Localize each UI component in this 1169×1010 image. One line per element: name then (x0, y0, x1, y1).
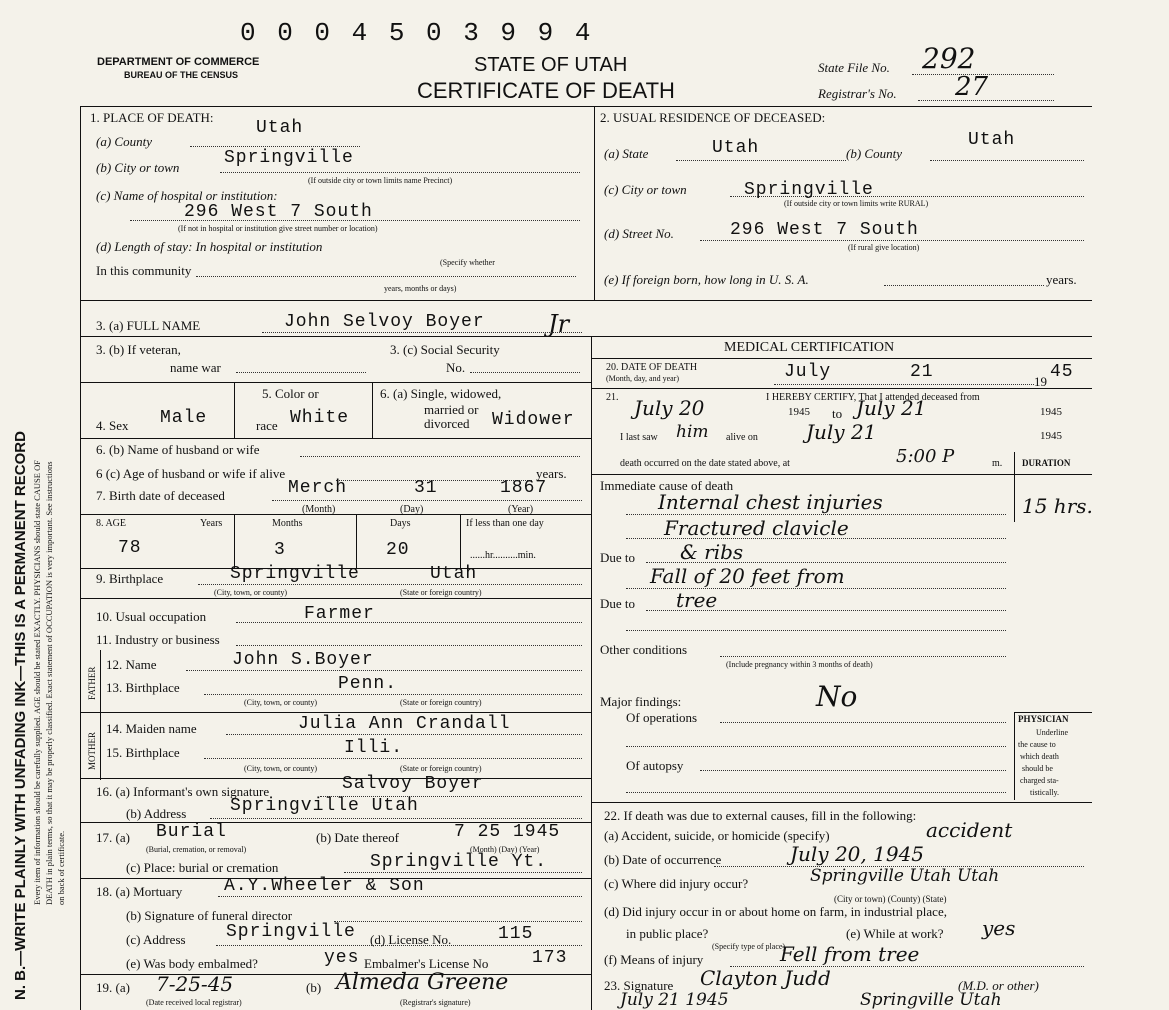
father-city-cap: (City, town, or county) (244, 698, 318, 707)
address-label: (b) Address (126, 806, 187, 821)
operations-label: Of operations (626, 710, 698, 725)
ext-b: July 20, 1945 (790, 842, 925, 866)
physician-head: PHYSICIAN (1018, 714, 1069, 724)
mortuary: A.Y.Wheeler & Son (224, 876, 425, 896)
res-city-label: (c) City or town (604, 182, 687, 197)
last-saw-mid: alive on (726, 432, 758, 443)
ext-d-label: (d) Did injury occur in or about home on farm, in industrial place, (604, 904, 947, 919)
burial-date: 7 25 1945 (454, 822, 561, 842)
immediate-label: Immediate cause of death (600, 478, 734, 493)
physician-note-4: charged sta- (1020, 776, 1059, 785)
burial-date-cap: (Month) (Day) (Year) (470, 845, 540, 854)
full-name-label: 3. (a) FULL NAME (96, 318, 201, 333)
residence-heading: 2. USUAL RESIDENCE OF DECEASED: (600, 110, 826, 125)
physician-note-0: Underline (1036, 728, 1068, 737)
ssn-no-label: No. (446, 360, 466, 375)
mother-city-cap: (City, town, or county) (244, 764, 318, 773)
informant: Salvoy Boyer (342, 774, 484, 794)
race: White (290, 408, 350, 428)
day-cap: (Day) (400, 504, 424, 515)
embalmed-label: (e) Was body embalmed? (126, 956, 258, 971)
father-tag: FATHER (87, 666, 97, 700)
registrar-sig-cap: (Registrar's signature) (400, 998, 471, 1007)
veteran-label: 3. (b) If veteran, (96, 342, 181, 357)
county-label: (a) County (96, 134, 152, 149)
death-hospital: 296 West 7 South (184, 202, 373, 222)
birth-year: 1867 (500, 478, 548, 498)
cause-line-3: & ribs (680, 540, 744, 564)
res-street: 296 West 7 South (730, 220, 919, 240)
md-label: (M.D. or other) (958, 978, 1039, 993)
place-of-death-heading: 1. PLACE OF DEATH: (90, 110, 214, 125)
burial-cap: (Burial, cremation, or removal) (146, 845, 247, 854)
burial-place: Springville Yt. (370, 852, 548, 872)
mother-bp-label: 15. Birthplace (106, 745, 180, 760)
place-label: (c) Place: burial or cremation (126, 860, 279, 875)
death-day: 21 (910, 362, 934, 382)
ext-f-label: (f) Means of injury (604, 952, 704, 967)
burial-label: 17. (a) (96, 830, 130, 845)
father-bp-label: 13. Birthplace (106, 680, 180, 695)
signature-label: 23. Signature (604, 978, 674, 993)
margin-warning: N. B.—WRITE PLAINLY WITH UNFADING INK—THIS IS A PERMANENT RECORD (12, 431, 29, 1000)
full-name: John Selvoy Boyer (284, 312, 485, 332)
ssn-label: 3. (c) Social Security (390, 342, 500, 357)
informant-address: Springville Utah (230, 796, 419, 816)
marital-status: Widower (492, 410, 575, 430)
death-county: Utah (256, 118, 304, 138)
mother-state-cap: (State or foreign country) (400, 764, 482, 773)
certificate-title: CERTIFICATE OF DEATH (417, 78, 675, 103)
res-county-label: (b) County (846, 146, 902, 161)
ext-a: accident (926, 818, 1013, 842)
duration-1: 15 hrs. (1022, 494, 1093, 518)
war-label: name war (170, 360, 221, 375)
death-month: July (784, 362, 832, 382)
cause-line-4: Fall of 20 feet from (650, 564, 845, 588)
ext-c-cap: (City or town) (County) (State) (834, 894, 947, 904)
ext-work: yes (982, 916, 1016, 940)
foreign-label: (e) If foreign born, how long in U. S. A. (604, 272, 809, 287)
time-m: m. (992, 458, 1003, 469)
attend-from-year: 1945 (788, 406, 810, 418)
father-bp: Penn. (338, 674, 398, 694)
spouse-years: years. (536, 466, 567, 481)
informant-label: 16. (a) Informant's own signature (96, 784, 270, 799)
physician-note-3: should be (1022, 764, 1053, 773)
dept-label: DEPARTMENT OF COMMERCE (97, 56, 260, 68)
hospital-label: (c) Name of hospital or institution: (96, 188, 278, 203)
sig-date: July 21 1945 (620, 990, 729, 1010)
margin-instruction-1: Every item of information should be carefully supplied. AGE should be stated EXACTLY. PHYSICIANS should state CAUSE OF (32, 460, 42, 905)
attend-from: July 20 (634, 396, 705, 420)
race-label: race (256, 418, 278, 433)
father-state-cap: (State or foreign country) (400, 698, 482, 707)
occurred-label: death occurred on the date stated above, at (620, 458, 790, 469)
res-street-note: (If rural give location) (848, 243, 920, 252)
death-year-prefix: 19 (1034, 374, 1047, 389)
license-label: (d) License No. (370, 932, 452, 947)
hospital-note: (If not in hospital or institution give street number or location) (178, 224, 378, 233)
mother-name: Julia Ann Crandall (298, 714, 511, 734)
state-file-no: 292 (922, 42, 976, 75)
sex: Male (160, 408, 208, 428)
burial: Burial (156, 822, 227, 842)
father-name: John S.Boyer (232, 650, 374, 670)
item21: 21. (606, 392, 619, 403)
industry-label: 11. Industry or business (96, 632, 220, 647)
attend-to-year: 1945 (1040, 406, 1062, 418)
cause-line-1: Internal chest injuries (658, 490, 883, 514)
spouse-label: 6. (b) Name of husband or wife (96, 442, 260, 457)
res-state: Utah (712, 138, 760, 158)
physician-note-2: which death (1020, 752, 1059, 761)
occupation-label: 10. Usual occupation (96, 609, 207, 624)
res-county: Utah (968, 130, 1016, 150)
days-label: Days (390, 518, 411, 529)
last-saw-date: July 21 (806, 420, 877, 444)
findings: No (816, 680, 858, 713)
city-note: (If outside city or town limits name Precinct) (308, 176, 453, 185)
city-label: (b) City or town (96, 160, 180, 175)
license-no: 115 (498, 924, 534, 944)
months-label: Months (272, 518, 303, 529)
other-note: (Include pregnancy within 3 months of death) (726, 660, 873, 669)
registrar-signature: Almeda Greene (336, 970, 509, 995)
mother-name-label: 14. Maiden name (106, 721, 197, 736)
sex-label: 4. Sex (96, 418, 129, 433)
marital-label: 6. (a) Single, widowed, (380, 386, 502, 401)
registrar-sig-label: (b) (306, 980, 322, 995)
mortuary-label: 18. (a) Mortuary (96, 884, 183, 899)
death-year: 45 (1050, 362, 1074, 382)
birthplace-city: Springville (230, 564, 360, 584)
marital-label-2: married or (424, 402, 479, 417)
external-label: 22. If death was due to external causes, fill in the following: (604, 808, 917, 823)
color-label: 5. Color or (262, 386, 319, 401)
birth-label: 7. Birth date of deceased (96, 488, 225, 503)
burial-date-label: (b) Date thereof (316, 830, 400, 845)
state-file-label: State File No. (818, 60, 890, 75)
less-day-label: If less than one day (466, 518, 544, 529)
age-months: 3 (274, 540, 286, 560)
last-saw-year: 1945 (1040, 430, 1062, 442)
mort-address: Springville (226, 922, 356, 942)
embalmer-no: 173 (532, 948, 568, 968)
ext-f: Fell from tree (780, 942, 920, 966)
birthplace-state: Utah (430, 564, 478, 584)
age-label: 8. AGE (96, 518, 126, 529)
state-title: STATE OF UTAH (474, 54, 628, 76)
month-cap: (Month) (302, 504, 336, 515)
res-city-note: (If outside city or town limits write RURAL) (784, 199, 929, 208)
stay-label: (d) Length of stay: In hospital or institution (96, 239, 323, 254)
birth-month: Merch (288, 478, 348, 498)
last-saw-label: I last saw (620, 432, 658, 443)
ext-specify: (Specify type of place) (712, 942, 786, 951)
sig-place: Springville Utah (860, 990, 1002, 1010)
age-days: 20 (386, 540, 410, 560)
director-label: (b) Signature of funeral director (126, 908, 293, 923)
ext-d2-label: in public place? (626, 926, 709, 941)
death-city: Springville (224, 148, 354, 168)
physician-note-5: tistically. (1030, 788, 1060, 797)
death-time: 5:00 P (896, 446, 955, 467)
attend-to: July 21 (856, 396, 927, 420)
received-label: 19. (a) (96, 980, 130, 995)
ext-work-label: (e) While at work? (846, 926, 944, 941)
cause-line-2: Fractured clavicle (664, 516, 849, 540)
margin-instruction-3: on back of certificate. (56, 830, 66, 905)
last-saw-name: him (676, 422, 709, 442)
bp-state-cap: (State or foreign country) (400, 588, 482, 597)
bureau-label: BUREAU OF THE CENSUS (124, 70, 239, 80)
margin-instruction-2: DEATH in plain terms, so that it may be properly classified. Exact statement of OCCUPATION is very important. See instructions (44, 461, 54, 905)
death-date-label: 20. DATE OF DEATH (606, 362, 698, 373)
father-name-label: 12. Name (106, 657, 157, 672)
res-city: Springville (744, 180, 874, 200)
specify-note: (Specify whether (440, 258, 495, 267)
certify-text: I HEREBY CERTIFY, That I attended deceased from (766, 392, 980, 403)
marital-label-3: divorced (424, 416, 470, 431)
birthplace-label: 9. Birthplace (96, 571, 164, 586)
registrar-no-label: Registrar's No. (818, 86, 897, 101)
ymd-note: years, months or days) (384, 284, 457, 293)
res-state-label: (a) State (604, 146, 649, 161)
birth-day: 31 (414, 478, 438, 498)
year-cap: (Year) (508, 504, 534, 515)
other-conditions-label: Other conditions (600, 642, 688, 657)
received-date: 7-25-45 (156, 972, 234, 996)
embalmed: yes (324, 948, 360, 968)
cause-line-5: tree (676, 588, 718, 612)
to-label: to (832, 406, 843, 421)
name-suffix: Jr (548, 310, 570, 338)
ext-c-label: (c) Where did injury occur? (604, 876, 749, 891)
age-years: 78 (118, 538, 142, 558)
due-to-1: Due to (600, 550, 636, 565)
community-label: In this community (96, 263, 192, 278)
ext-c: Springville Utah Utah (810, 866, 1000, 886)
foreign-years: years. (1046, 272, 1077, 287)
spouse-age-label: 6 (c) Age of husband or wife if alive (96, 466, 286, 481)
received-cap: (Date received local registrar) (146, 998, 242, 1007)
hr-min: ......hr..........min. (470, 550, 536, 561)
years-label: Years (200, 518, 223, 529)
registrar-no: 27 (955, 72, 989, 102)
mother-bp: Illi. (344, 738, 404, 758)
res-street-label: (d) Street No. (604, 226, 674, 241)
bp-city-cap: (City, town, or county) (214, 588, 288, 597)
physician-note-1: the cause to (1018, 740, 1056, 749)
occupation: Farmer (304, 604, 375, 624)
serial-number: 0 0 0 4 5 0 3 9 9 4 (240, 18, 594, 48)
death-date-cap: (Month, day, and year) (606, 374, 680, 383)
major-findings-label: Major findings: (600, 694, 682, 709)
due-to-2: Due to (600, 596, 636, 611)
physician-signature: Clayton Judd (700, 966, 831, 990)
embalmer-label: Embalmer's License No (364, 956, 489, 971)
mother-tag: MOTHER (87, 732, 97, 770)
ext-b-label: (b) Date of occurrence (604, 852, 722, 867)
autopsy-label: Of autopsy (626, 758, 684, 773)
medical-heading: MEDICAL CERTIFICATION (724, 340, 895, 355)
duration-label: DURATION (1022, 458, 1071, 468)
mort-address-label: (c) Address (126, 932, 186, 947)
ext-a-label: (a) Accident, suicide, or homicide (specify) (604, 828, 830, 843)
